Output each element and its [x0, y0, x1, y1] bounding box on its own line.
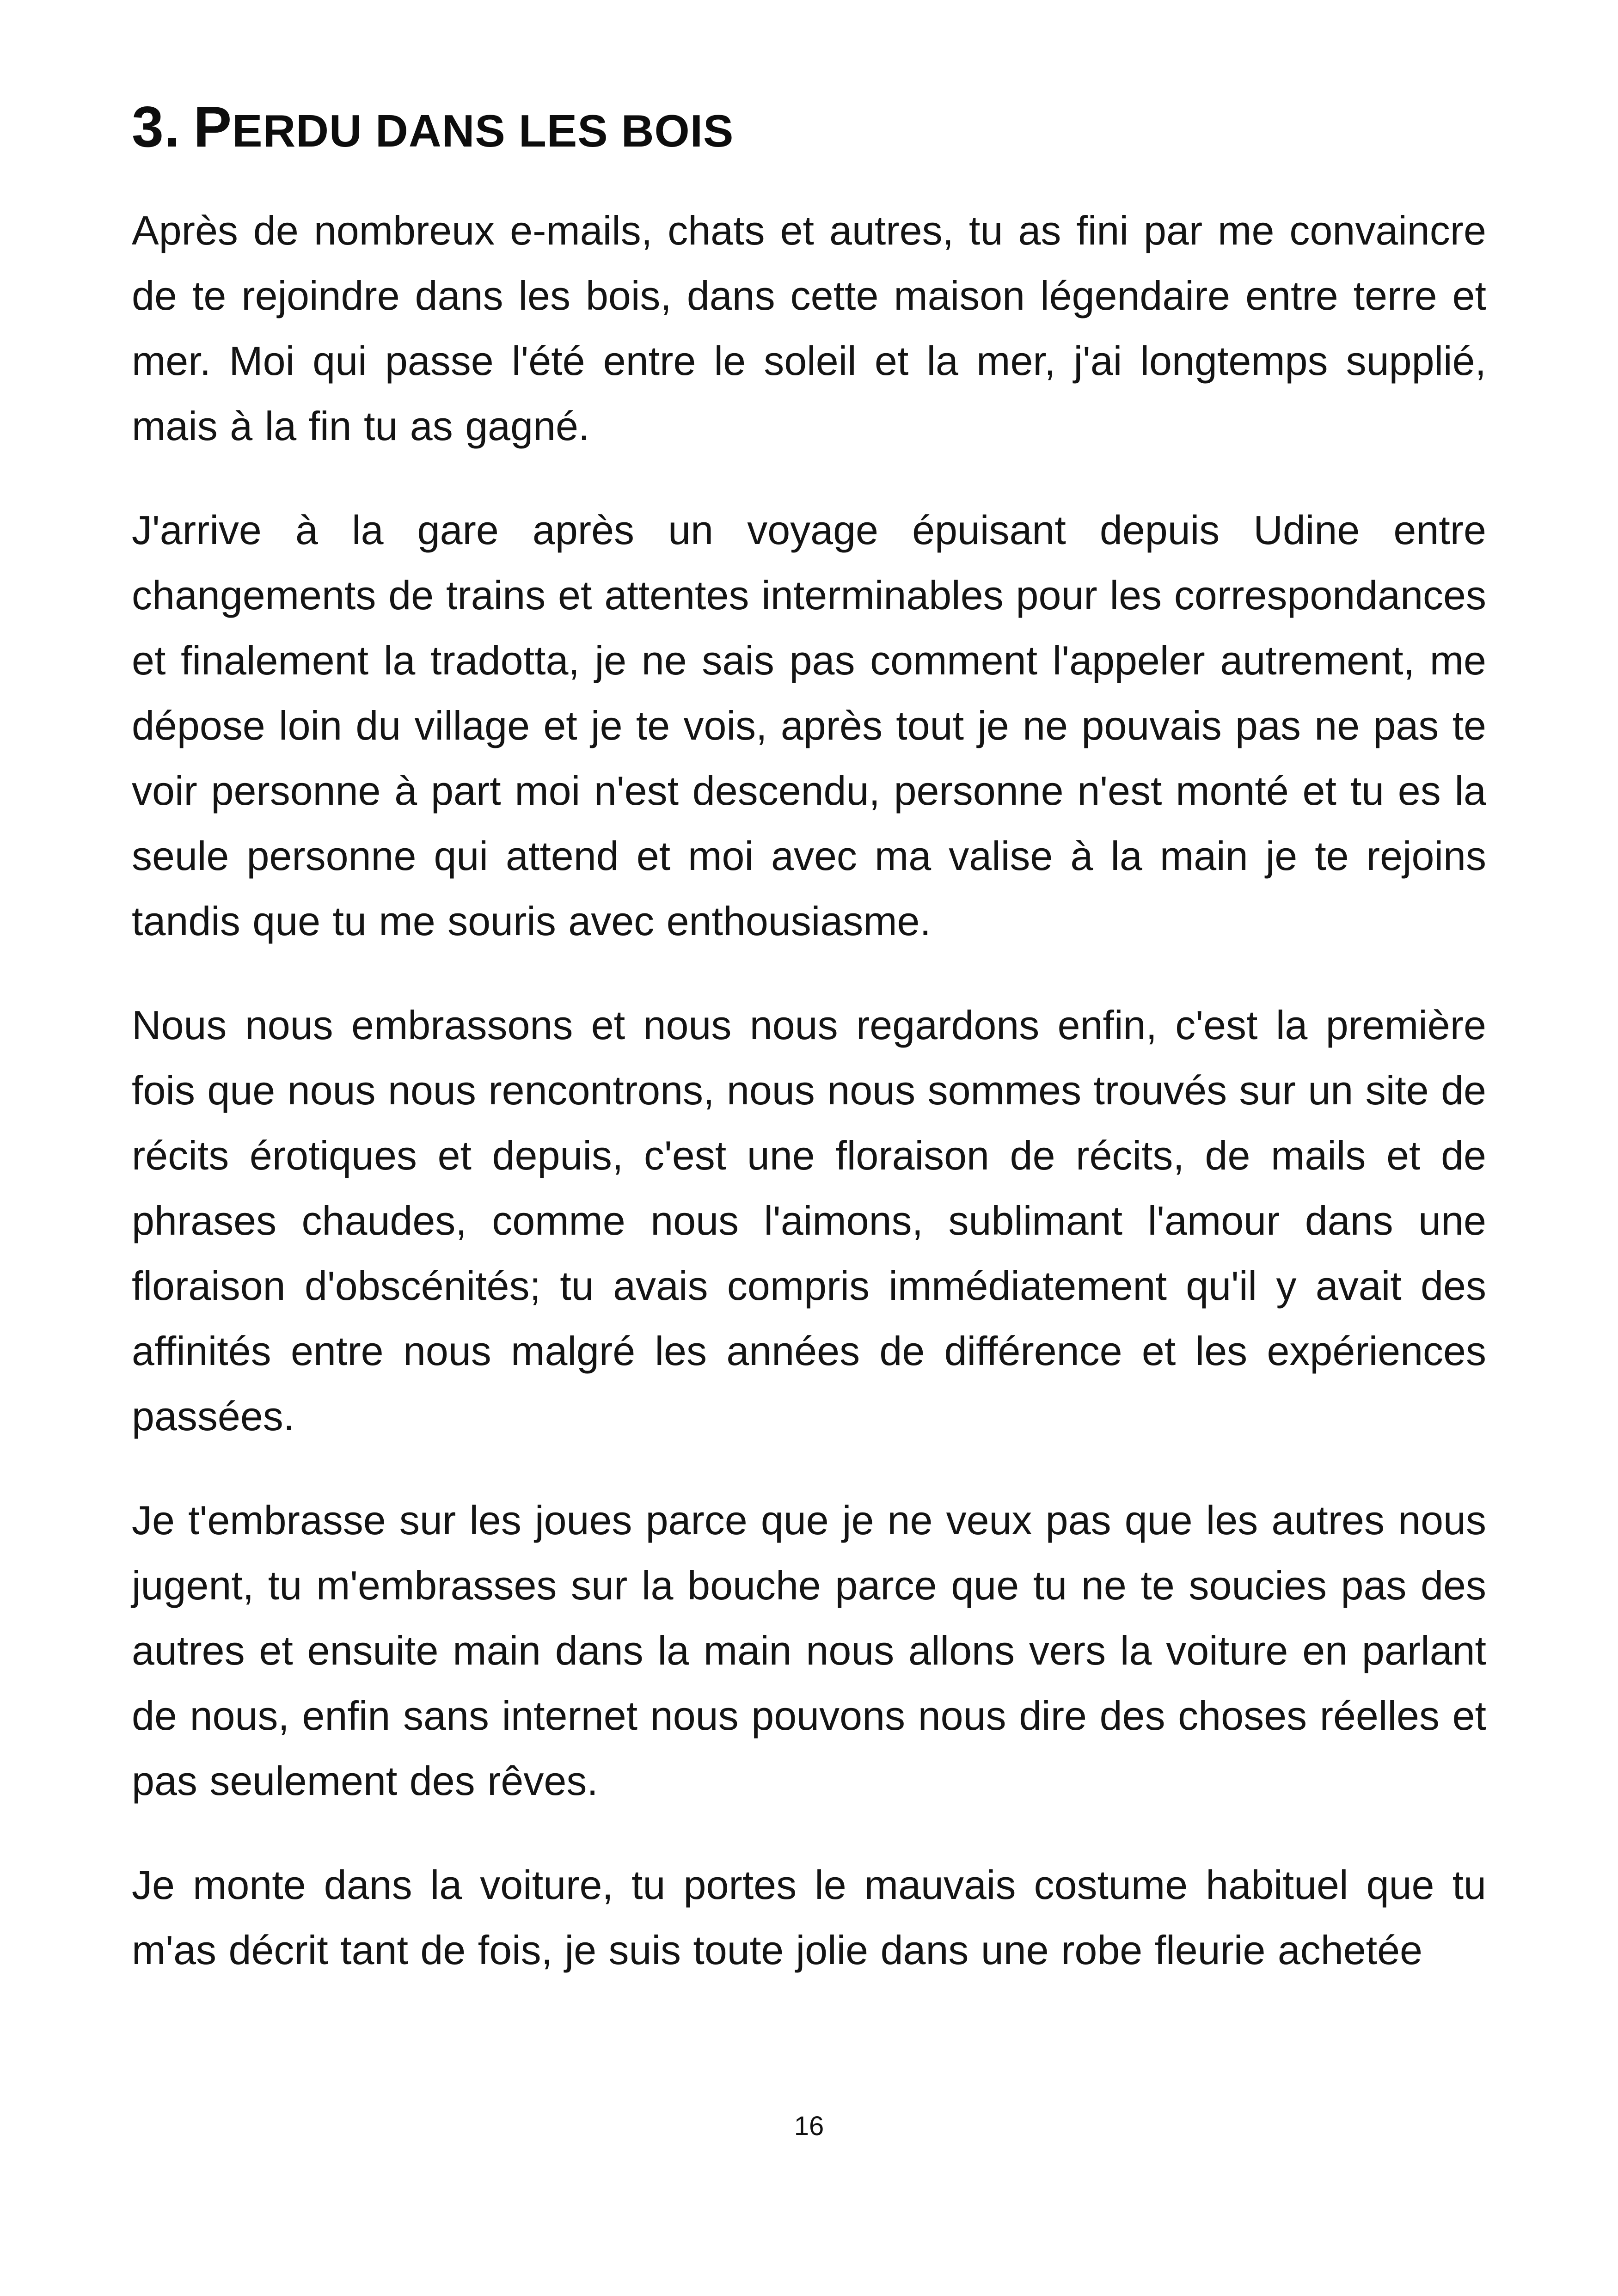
body-paragraph: Nous nous embrassons et nous nous regardons enfin, c'est la première fois que nous nous rencontrons, nous nous sommes trouvés sur un site de récits érotiques et depuis, c'est une floraison de récits, de mails et de phrases chaudes, comme nous l'aimons, sublimant l'amour dans une floraison d'obscénités; tu avais compris immédiatement qu'il y avait des affinités entre nous malgré les années de différence et les expériences passées.	[132, 1002, 1486, 1439]
body-paragraph: Après de nombreux e-mails, chats et autres, tu as fini par me convaincre de te rejoindre dans les bois, dans cette maison légendaire entre terre et mer. Moi qui passe l'été entre le soleil et la mer, j'ai longtemps supplié, mais à la fin tu as gagné.	[132, 208, 1486, 449]
body-paragraph: Je t'embrasse sur les joues parce que je ne veux pas que les autres nous jugent, tu m'embrasses sur la bouche parce que tu ne te soucies pas des autres et ensuite main dans la main nous allons vers la voiture en parlant de nous, enfin sans internet nous pouvons nous dire des choses réelles et pas seulement des rêves.	[132, 1497, 1486, 1804]
body-paragraph: J'arrive à la gare après un voyage épuisant depuis Udine entre changements de trains et attentes interminables pour les correspondances et finalement la tradotta, je ne sais pas comment l'appeler autrement, me dépose loin du village et je te vois, après tout je ne pouvais pas ne pas te voir personne à part moi n'est descendu, personne n'est monté et tu es la seule personne qui attend et moi avec ma valise à la main je te rejoins tandis que tu me souris avec enthousiasme.	[132, 507, 1486, 944]
body-paragraph: Je monte dans la voiture, tu portes le mauvais costume habituel que tu m'as décrit tant de fois, je suis toute jolie dans une robe fleurie achetée	[132, 1862, 1486, 1973]
chapter-title	[132, 88, 1486, 170]
chapter-title-rest: ERDU DANS LES BOIS	[232, 105, 734, 156]
chapter-title-initial: P	[193, 95, 233, 159]
page-content	[132, 88, 1486, 1983]
page-number: 16	[794, 2111, 824, 2141]
chapter-number: 3.	[132, 95, 181, 159]
